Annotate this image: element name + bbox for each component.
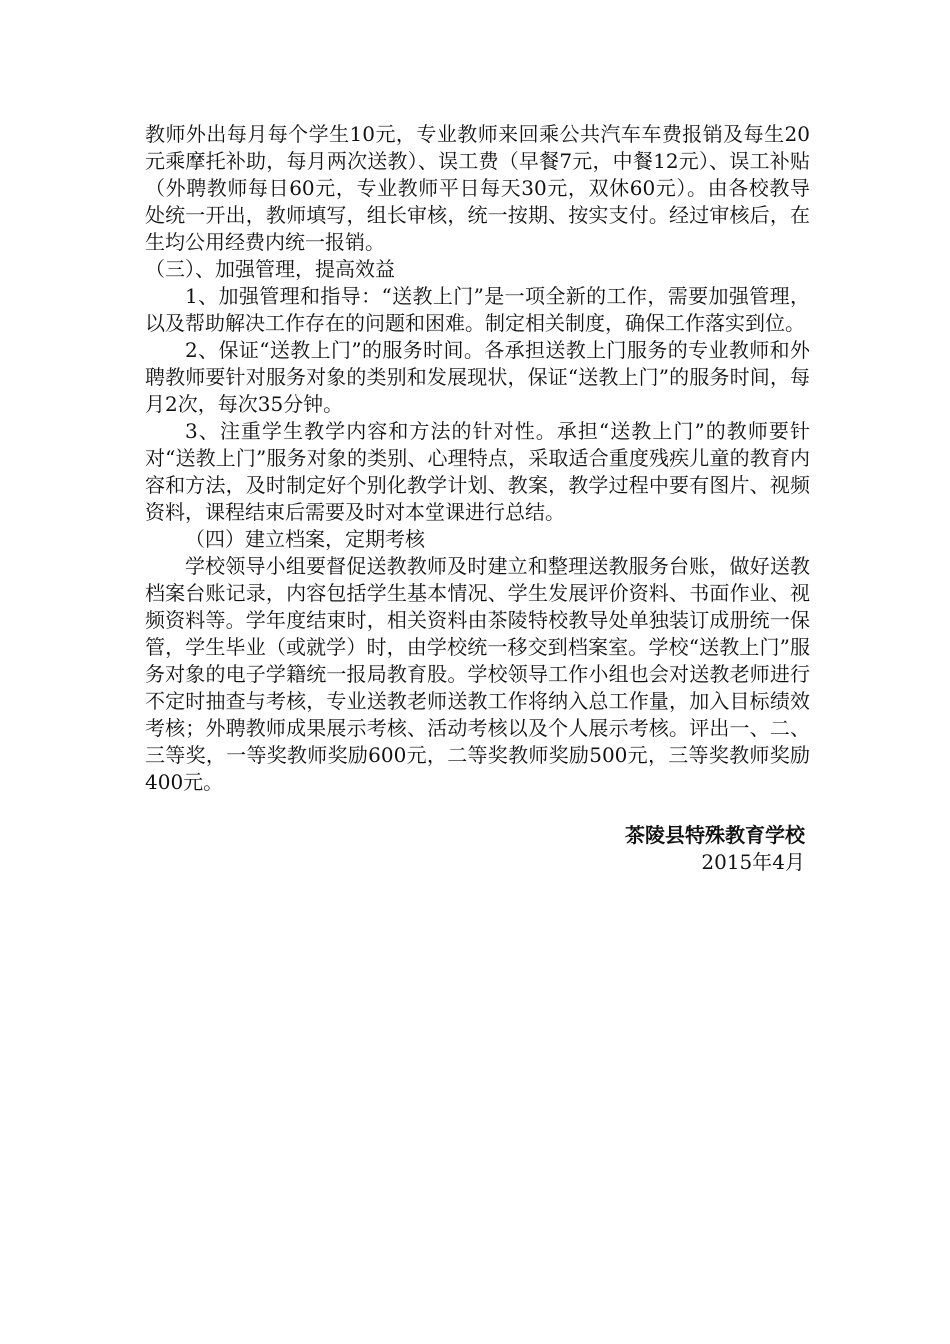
document-body bbox=[145, 121, 810, 796]
paragraph-archives: 学校领导小组要督促送教教师及时建立和整理送教服务台账，做好送教档案台账记录，内容包括学生基本情况、学生发展评价资料、书面作业、视频资料等。学年度结束时，相关资料由茶陵特校教导处单独装订成册统一保管，学生毕业（或就学）时，由学校统一移交到档案室。学校“送教上门”服务对象的电子学籍统一报局教育股。学校领导工作小组也会对送教老师进行不定时抽查与考核，专业送教老师送教工作将纳入总工作量，加入目标绩效考核；外聘教师成果展示考核、活动考核以及个人展示考核。评出一、二、三等奖，一等奖教师奖励600元，二等奖教师奖励500元，三等奖教师奖励400元。 bbox=[145, 554, 810, 794]
paragraph-expense-details: 教师外出每月每个学生10元，专业教师来回乘公共汽车车费报销及每生20元乘摩托补助，每月两次送教）、误工费（早餐7元，中餐12元）、误工补贴（外聘教师每日60元，专业教师平日每天30元，双休60元）。由各校教导处统一开出，教师填写，组长审核，统一按期、按实支付。经过审核后，在生均公用经费内统一报销。 bbox=[145, 122, 810, 254]
section-heading-4: （四）建立档案，定期考核 bbox=[185, 527, 425, 551]
section-heading-3: （三）、加强管理，提高效益 bbox=[145, 257, 395, 281]
paragraph-service-time: 2、保证“送教上门”的服务时间。各承担送教上门服务的专业教师和外聘教师要针对服务对象的类别和发展现状，保证“送教上门”的服务时间，每月2次，每次35分钟。 bbox=[145, 338, 810, 416]
paragraph-teaching-content: 3、注重学生教学内容和方法的针对性。承担“送教上门”的教师要针对“送教上门”服务对象的类别、心理特点，采取适合重度残疾儿童的教育内容和方法，及时制定好个别化教学计划、教案，教学过程中要有图片、视频资料，课程结束后需要及时对本堂课进行总结。 bbox=[145, 419, 810, 524]
signature-block bbox=[405, 822, 805, 876]
signature-organization: 茶陵县特殊教育学校 bbox=[625, 823, 805, 847]
paragraph-management: 1、加强管理和指导：“送教上门”是一项全新的工作，需要加强管理，以及帮助解决工作存在的问题和困难。制定相关制度，确保工作落实到位。 bbox=[145, 284, 810, 335]
signature-date: 2015年4月 bbox=[701, 850, 805, 874]
